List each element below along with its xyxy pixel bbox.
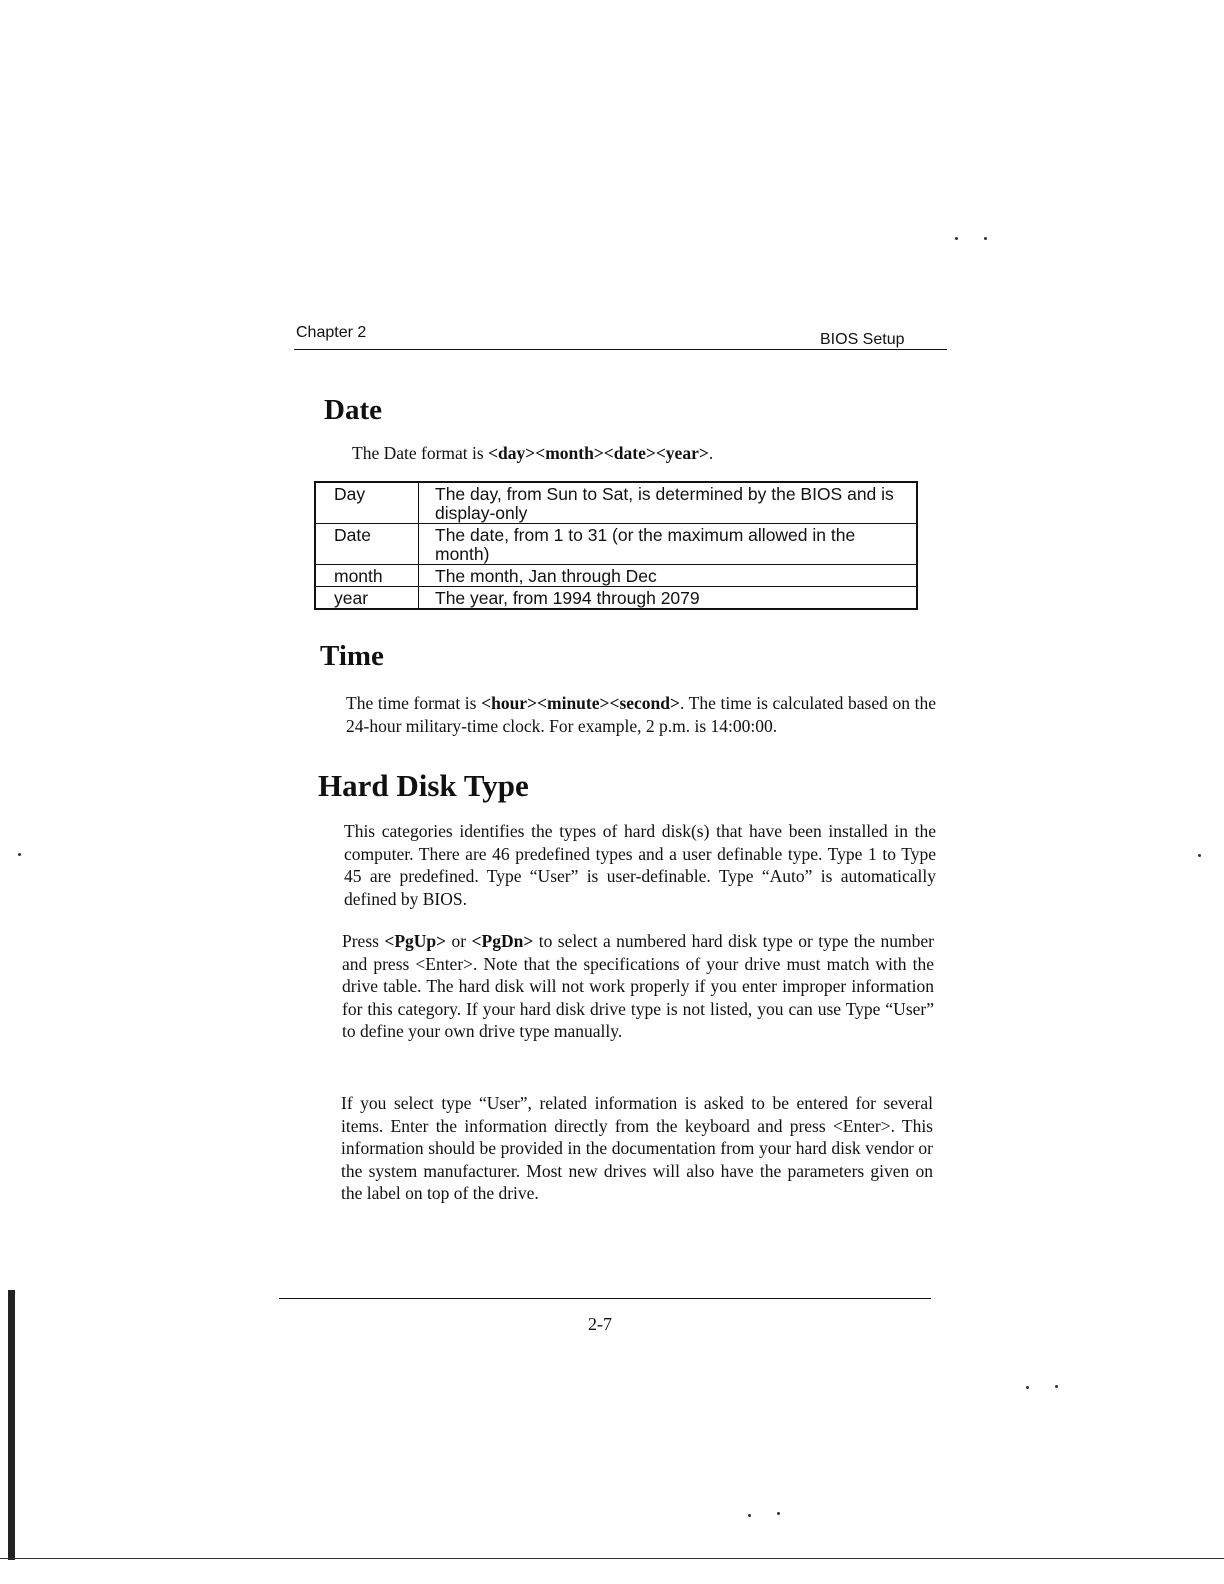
table-row — [315, 565, 917, 587]
table-field-cell: Day — [315, 482, 419, 524]
time-text-suffix: . The time is calculated based on the 24-hour military-time clock. For example, 2 p.m. is 14:00:00. — [346, 693, 936, 736]
scan-speck — [18, 853, 21, 856]
hdd-paragraph-1: This categories identifies the types of hard disk(s) that have been installed in the computer. There are 46 predefined types and a user definable type. Type 1 to Type 45 are predefined. Type “User” is user-definable. Type “Auto” is automatically defined by BIOS. — [344, 821, 936, 909]
hdd-p2-text-b: or — [446, 931, 472, 951]
table-description-cell: The year, from 1994 through 2079 — [419, 587, 918, 610]
page-number: 2-7 — [588, 1314, 612, 1334]
footer-rule — [279, 1298, 931, 1299]
table-field-cell: month — [315, 565, 419, 587]
hard-disk-type-heading: Hard Disk Type — [318, 768, 529, 803]
date-format-prefix: The Date format is — [352, 443, 489, 463]
pgdn-key: <PgDn> — [471, 931, 534, 951]
running-header-chapter: Chapter 2 — [296, 324, 367, 341]
time-text-prefix: The time format is — [346, 693, 482, 713]
table-description-cell: The day, from Sun to Sat, is determined by the BIOS and is display-only — [419, 482, 918, 524]
header-rule — [294, 349, 947, 350]
date-format-value: <day><month><date><year> — [488, 443, 709, 463]
hdd-paragraph-2 — [342, 930, 934, 1043]
time-paragraph — [346, 692, 936, 737]
table-row — [315, 587, 917, 610]
time-format-value: <hour><minute><second> — [481, 693, 680, 713]
scan-speck — [1026, 1386, 1029, 1389]
scan-speck — [1055, 1385, 1058, 1388]
date-fields-table — [314, 481, 918, 610]
table-field-cell: Date — [315, 524, 419, 565]
scan-speck — [777, 1512, 780, 1515]
date-format-text — [352, 443, 713, 464]
running-header-section: BIOS Setup — [820, 331, 905, 348]
date-format-suffix: . — [708, 443, 714, 463]
table-row — [315, 524, 917, 565]
scan-bottom-edge — [0, 1558, 1224, 1559]
date-heading: Date — [324, 394, 382, 426]
scan-edge-shadow — [8, 1290, 15, 1560]
hdd-p2-text-c: to select a numbered hard disk type or type the number and press <Enter>. Note that the specifications of your drive must match with the drive table. The hard disk will not work properly if you enter improper information for this category. If your hard disk drive type is not listed, you can use Type “User” to define your own drive type manually. — [342, 931, 934, 1041]
table-field-cell: year — [315, 587, 419, 610]
pgup-key: <PgUp> — [384, 931, 447, 951]
table-description-cell: The date, from 1 to 31 (or the maximum allowed in the month) — [419, 524, 918, 565]
time-heading: Time — [320, 640, 384, 672]
hdd-p2-text-a: Press — [342, 931, 385, 951]
table-row — [315, 482, 917, 524]
scan-speck — [748, 1514, 751, 1517]
scan-speck — [1198, 854, 1201, 857]
scan-speck — [984, 237, 987, 240]
hdd-paragraph-3: If you select type “User”, related information is asked to be entered for several items. Enter the information directly from the keyboard and press <Enter>. This information should be provided in the documentation from your hard disk vendor or the system manufacturer. Most new drives will also have the parameters given on the label on top of the drive. — [341, 1093, 933, 1203]
table-description-cell: The month, Jan through Dec — [419, 565, 918, 587]
scan-speck — [955, 237, 958, 240]
